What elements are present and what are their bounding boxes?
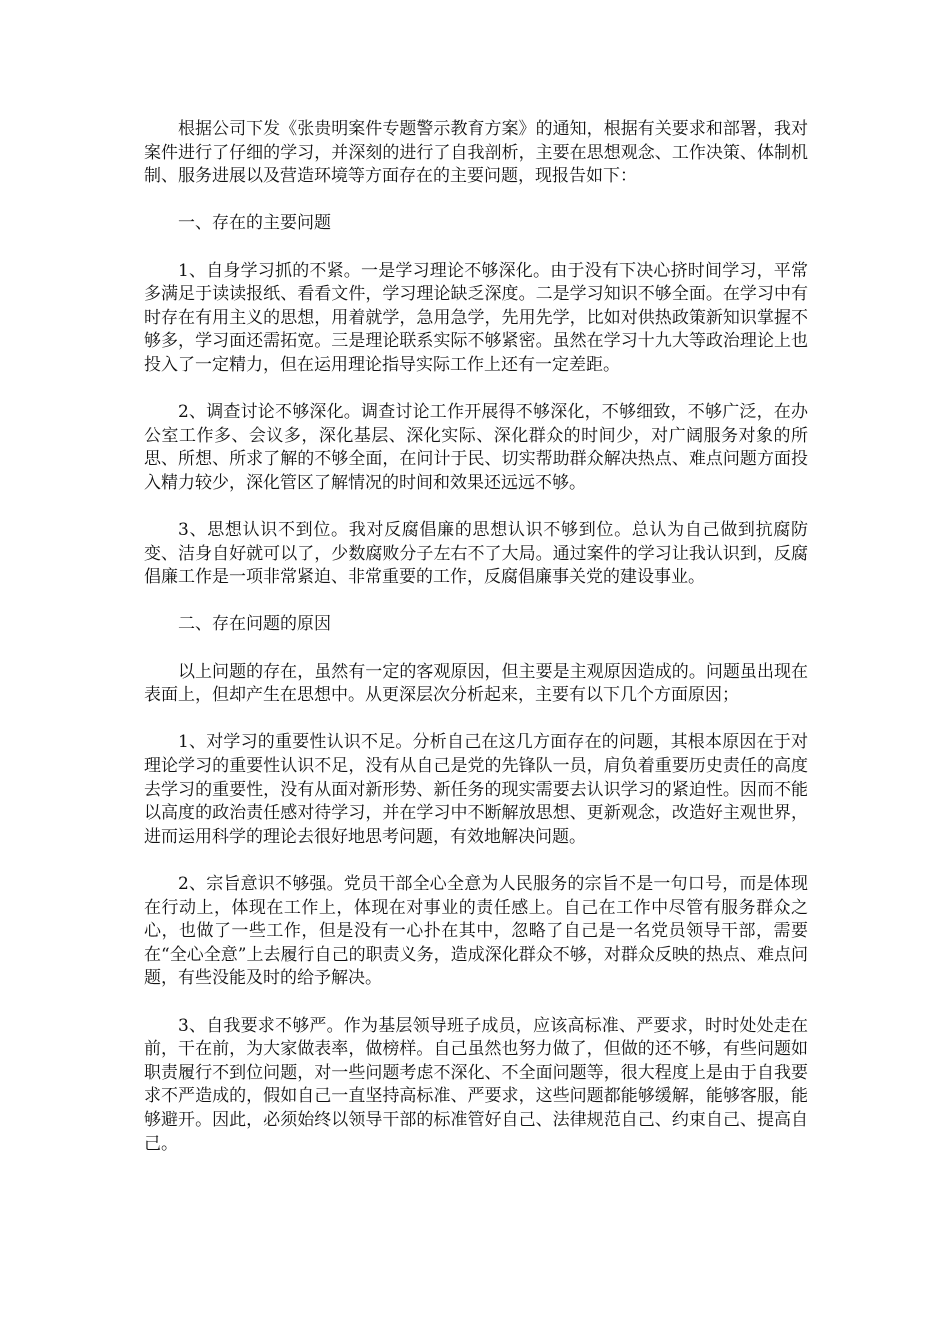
cause-item-1: 1、对学习的重要性认识不足。分析自己在这几方面存在的问题，其根本原因在于对理论学习的重要性认识不足，没有从自己是党的先锋队一员，肩负着重要历史责任的高度去学习的重要性，没有从面对新形势、新任务的现实需要去认识学习的紧迫性。因而不能以高度的政治责任感对待学习，并在学习中不断解放思想、更新观念，改造好主观世界，进而运用科学的理论去很好地思考问题，有效地解决问题。	[144, 732, 808, 847]
document-body	[144, 118, 808, 1180]
causes-intro-paragraph: 以上问题的存在，虽然有一定的客观原因，但主要是主观原因造成的。问题虽出现在表面上，但却产生在思想中。从更深层次分析起来，主要有以下几个方面原因；	[144, 661, 808, 706]
section-heading-existing-problems: 一、存在的主要问题	[178, 213, 331, 234]
cause-item-3: 3、自我要求不够严。作为基层领导班子成员，应该高标准、严要求，时时处处走在前，干在前，为大家做表率，做榜样。自己虽然也努力做了，但做的还不够，有些问题如职责履行不到位问题，对一些问题考虑不深化、不全面问题等，很大程度上是由于自我要求不严造成的，假如自己一直坚持高标准、严要求，这些问题都能够缓解，能够客服，能够避开。因此，必须始终以领导干部的标准管好自己、法律规范自己、约束自己、提高自己。	[144, 1015, 808, 1154]
problem-item-3: 3、思想认识不到位。我对反腐倡廉的思想认识不够到位。总认为自己做到抗腐防变、洁身自好就可以了，少数腐败分子左右不了大局。通过案件的学习让我认识到，反腐倡廉工作是一项非常紧迫、非常重要的工作，反腐倡廉事关党的建设事业。	[144, 520, 808, 588]
problem-item-2: 2、调查讨论不够深化。调查讨论工作开展得不够深化，不够细致，不够广泛，在办公室工作多、会议多，深化基层、深化实际、深化群众的时间少，对广阔服务对象的所思、所想、所求了解的不够全面，在问计于民、切实帮助群众解决热点、难点问题方面投入精力较少，深化管区了解情况的时间和效果还远远不够。	[144, 402, 808, 493]
section-heading-problem-causes: 二、存在问题的原因	[178, 614, 331, 635]
problem-item-1: 1、自身学习抓的不紧。一是学习理论不够深化。由于没有下决心挤时间学习，平常多满足于读读报纸、看看文件，学习理论缺乏深度。二是学习知识不够全面。在学习中有时存在有用主义的思想，用着就学，急用急学，先用先学，比如对供热政策新知识掌握不够多，学习面还需拓宽。三是理论联系实际不够紧密。虽然在学习十九大等政治理论上也投入了一定精力，但在运用理论指导实际工作上还有一定差距。	[144, 260, 808, 375]
intro-paragraph: 根据公司下发《张贵明案件专题警示教育方案》的通知，根据有关要求和部署，我对案件进行了仔细的学习，并深刻的进行了自我剖析，主要在思想观念、工作决策、体制机制、服务进展以及营造环境等方面存在的主要问题，现报告如下：	[144, 119, 808, 187]
cause-item-2: 2、宗旨意识不够强。党员干部全心全意为人民服务的宗旨不是一句口号，而是体现在行动上，体现在工作上，体现在对事业的责任感上。自己在工作中尽管有服务群众之心，也做了一些工作，但是没有一心扑在其中，忽略了自己是一名党员领导干部，需要在“全心全意”上去履行自己的职责义务，造成深化群众不够，对群众反映的热点、难点问题，有些没能及时的给予解决。	[144, 874, 808, 989]
